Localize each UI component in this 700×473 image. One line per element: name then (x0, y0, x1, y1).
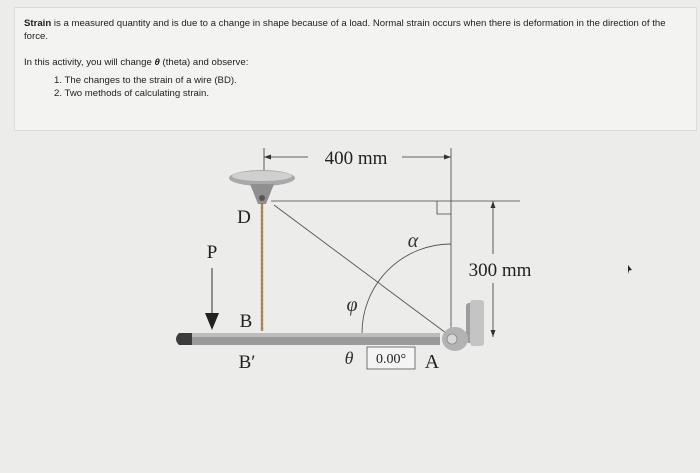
strain-term: Strain (24, 18, 52, 29)
label-alpha: α (407, 230, 419, 252)
load-arrow-head (205, 313, 219, 330)
dim-arrow-bottom (491, 330, 496, 337)
theta-symbol: θ (154, 57, 160, 68)
theta-value: 0.00° (375, 352, 407, 367)
intro-text: is a measured quantity and is due to a change in shape because of a load. Normal strain occurs when there is deformation in the direction of the force. (24, 18, 666, 42)
bar-end-cap (176, 333, 192, 345)
dim-arrow-left (264, 155, 271, 160)
step-item: 2. Two methods of calculating strain. (54, 88, 210, 99)
dim-horizontal-label: 400 mm (324, 148, 388, 169)
label-d: D (237, 207, 251, 228)
label-theta: θ (344, 348, 354, 368)
alpha-arc (362, 244, 451, 333)
step-item: 1. The changes to the strain of a wire (BD). (54, 75, 237, 86)
label-phi: φ (346, 294, 358, 316)
activity-prefix: In this activity, you will change (24, 57, 155, 68)
label-b: B (239, 311, 253, 332)
dim-vertical-label: 300 mm (468, 260, 532, 281)
pin-d (259, 195, 265, 201)
activity-suffix: (theta) and observe: (159, 57, 249, 68)
dim-arrow-top (491, 201, 496, 208)
label-p: P (206, 242, 218, 263)
diagonal-line (274, 205, 446, 333)
label-b-prime: B′ (238, 352, 256, 373)
dim-arrow-right (444, 155, 451, 160)
label-a: A (424, 351, 440, 373)
cursor-icon (628, 265, 632, 274)
right-angle-marker (437, 201, 451, 214)
